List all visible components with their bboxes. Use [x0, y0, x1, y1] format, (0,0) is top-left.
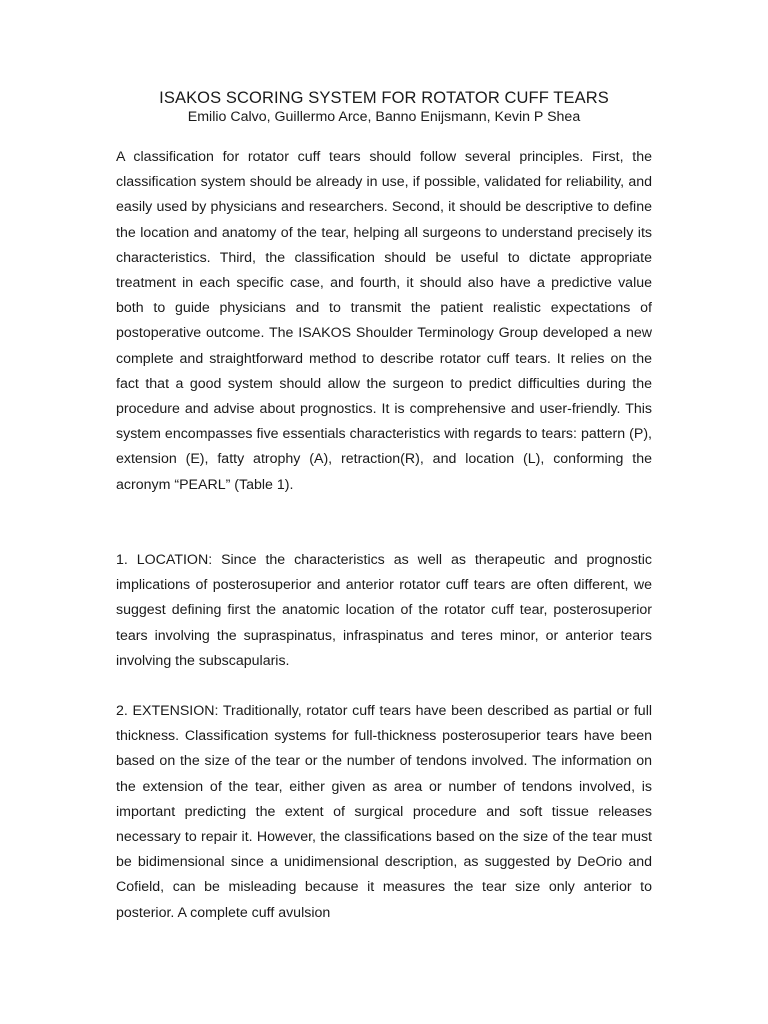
document-title: ISAKOS SCORING SYSTEM FOR ROTATOR CUFF TEARS — [159, 89, 609, 107]
document-authors: Emilio Calvo, Guillermo Arce, Banno Enijsmann, Kevin P Shea — [187, 109, 581, 125]
paragraph-introduction: A classification for rotator cuff tears should follow several principles. First, the classification system should be already in use, if possible, validated for reliability, and easily used by physicians and researchers. Second, it should be descriptive to define the location and anatomy of the tear, helping all surgeons to understand precisely its characteristics. Third, the classification should be useful to dictate appropriate treatment in each specific case, and fourth, it should also have a predictive value both to guide physicians and to transmit the patient realistic expectations of postoperative outcome. The ISAKOS Shoulder Terminology Group developed a new complete and straightforward method to describe rotator cuff tears. It relies on the fact that a good system should allow the surgeon to predict difficulties during the procedure and advise about prognostics. It is comprehensive and user-friendly. This system encompasses five essentials characteristics with regards to tears: pattern (P), extension (E), fatty atrophy (A), retraction(R), and location (L), conforming the acronym “PEARL” (Table 1). — [116, 149, 652, 493]
paragraph-location: 1. LOCATION: Since the characteristics as well as therapeutic and prognostic implications of posterosuperior and anterior rotator cuff tears are often different, we suggest defining first the anatomic location of the rotator cuff tear, posterosuperior tears involving the supraspinatus, infraspinatus and teres minor, or anterior tears involving the subscapularis. — [116, 552, 652, 669]
paragraph-extension: 2. EXTENSION: Traditionally, rotator cuff tears have been described as partial or full thickness. Classification systems for full-thickness posterosuperior tears have been based on the size of the tear or the number of tendons involved. The information on the extension of the tear, either given as area or number of tendons involved, is important predicting the extent of surgical procedure and soft tissue releases necessary to repair it. However, the classifications based on the size of the tear must be bidimensional since a unidimensional description, as suggested by DeOrio and Cofield, can be misleading because it measures the tear size only anterior to posterior. A complete cuff avulsion — [116, 703, 652, 921]
